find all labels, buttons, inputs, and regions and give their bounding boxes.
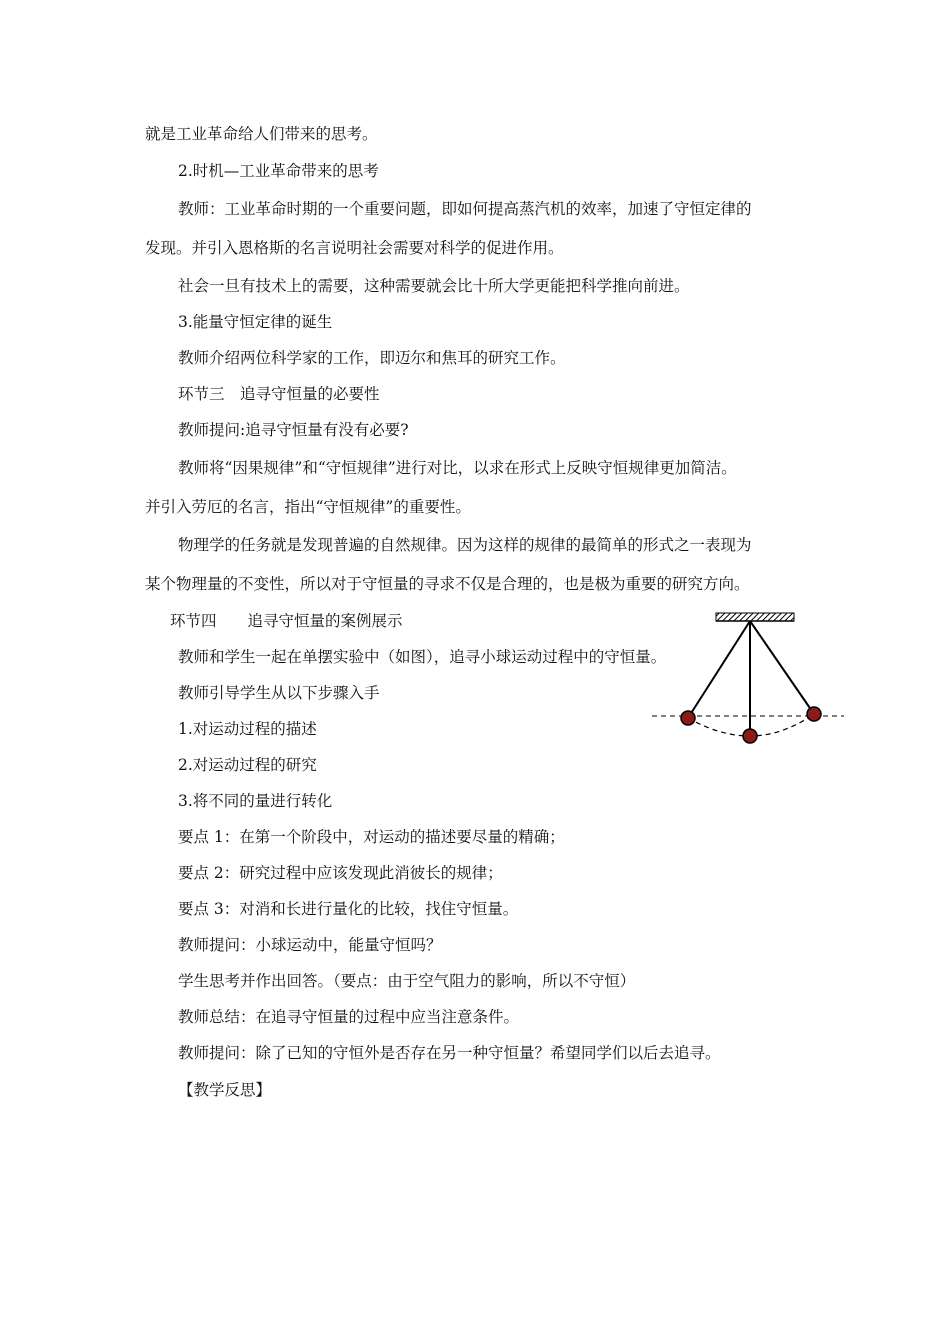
section-heading: 环节四 追寻守恒量的案例展示 xyxy=(170,612,403,630)
paragraph-line: 教师提问：小球运动中，能量守恒吗？ xyxy=(178,936,442,954)
pendulum-diagram xyxy=(648,610,848,750)
section-heading: 环节三 追寻守恒量的必要性 xyxy=(178,385,380,403)
section-heading: 2.时机—工业革命带来的思考 xyxy=(178,162,379,180)
key-point: 要点 1：在第一个阶段中，对运动的描述要尽量的精确； xyxy=(178,828,565,846)
pendulum-support xyxy=(716,613,794,621)
paragraph-line: 教师和学生一起在单摆实验中（如图），追寻小球运动过程中的守恒量。 xyxy=(178,648,667,666)
paragraph-line: 教师：工业革命时期的一个重要问题，即如何提高蒸汽机的效率，加速了守恒定律的 xyxy=(178,200,752,218)
section-heading: 3.能量守恒定律的诞生 xyxy=(178,313,333,331)
string-right xyxy=(750,621,814,714)
key-point: 要点 3：对消和长进行量化的比较，找住守恒量。 xyxy=(178,900,519,918)
ball-left xyxy=(681,711,695,725)
paragraph-line: 发现。并引入恩格斯的名言说明社会需要对科学的促进作用。 xyxy=(145,239,564,257)
paragraph-line: 并引入劳厄的名言，指出“守恒规律”的重要性。 xyxy=(145,498,471,516)
paragraph-line: 教师提问:追寻守恒量有没有必要? xyxy=(178,421,409,439)
paragraph-line: 就是工业革命给人们带来的思考。 xyxy=(145,125,378,143)
paragraph-line: 教师总结：在追寻守恒量的过程中应当注意条件。 xyxy=(178,1008,520,1026)
paragraph-line: 教师介绍两位科学家的工作，即迈尔和焦耳的研究工作。 xyxy=(178,349,566,367)
list-item: 2.对运动过程的研究 xyxy=(178,756,317,774)
key-point: 要点 2：研究过程中应该发现此消彼长的规律； xyxy=(178,864,503,882)
string-left xyxy=(688,621,750,718)
quote-line: 某个物理量的不变性，所以对于守恒量的寻求不仅是合理的，也是极为重要的研究方向。 xyxy=(145,575,750,593)
paragraph-line: 学生思考并作出回答。（要点：由于空气阻力的影响，所以不守恒） xyxy=(178,972,636,990)
list-item: 3.将不同的量进行转化 xyxy=(178,792,333,810)
ball-right xyxy=(807,707,821,721)
section-heading: 【教学反思】 xyxy=(178,1081,272,1099)
quote-line: 物理学的任务就是发现普遍的自然规律。因为这样的规律的最简单的形式之一表现为 xyxy=(178,536,752,554)
paragraph-line: 教师提问：除了已知的守恒外是否存在另一种守恒量？希望同学们以后去追寻。 xyxy=(178,1044,721,1062)
ball-center xyxy=(743,729,757,743)
list-item: 1.对运动过程的描述 xyxy=(178,720,317,738)
paragraph-line: 教师将“因果规律”和“守恒规律”进行对比，以求在形式上反映守恒规律更加简洁。 xyxy=(178,459,737,477)
quote-line: 社会一旦有技术上的需要，这种需要就会比十所大学更能把科学推向前进。 xyxy=(178,277,690,295)
paragraph-line: 教师引导学生从以下步骤入手 xyxy=(178,684,380,702)
